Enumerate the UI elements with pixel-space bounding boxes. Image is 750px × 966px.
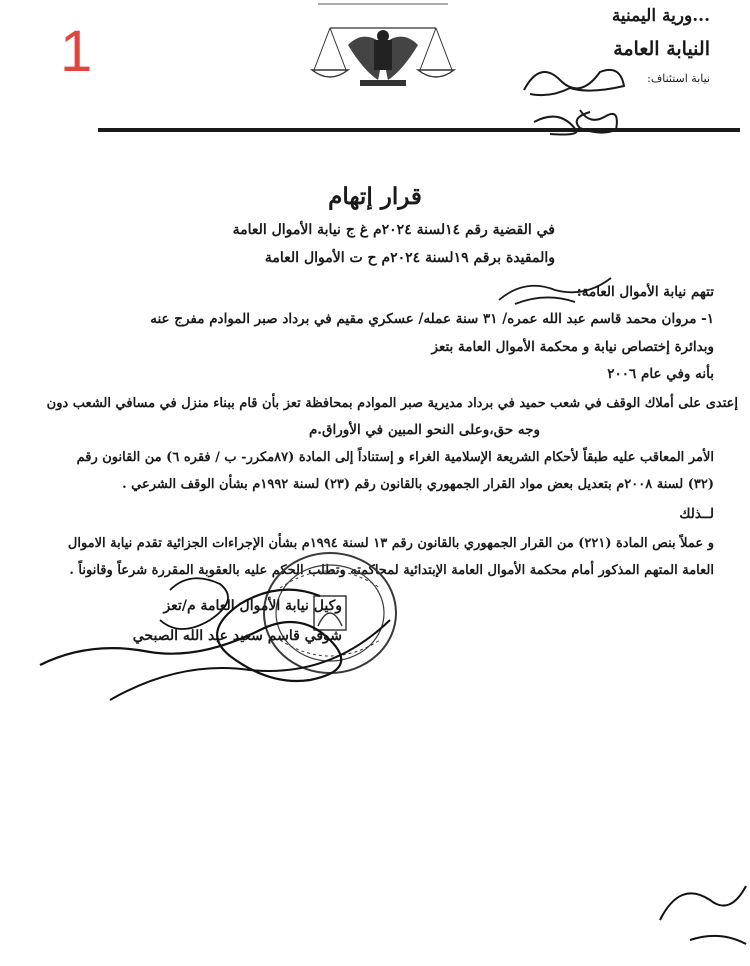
header-republic: ...ورية اليمنية	[611, 6, 710, 26]
signatory-title: وكيل نيابة الأموال العامة م/تعز	[163, 598, 342, 614]
case-reference-1: في القضية رقم ١٤لسنة ٢٠٢٤م غ ج نيابة الأموال العامة	[232, 222, 555, 238]
header-prosecution: النيابة العامة	[613, 38, 710, 60]
law-line-1: الأمر المعاقب عليه طبقاً لأحكام الشريعة الإسلامية الغراء و إستناداً إلى المادة (٨٧مكرر- ب / فقره ٦) من القانون رقم	[76, 450, 714, 465]
header-appeal-prosecution: نيابة استئناف:	[647, 72, 710, 85]
charge-line-1: إعتدى على أملاك الوقف في شعب حميد في برداد مديرية صبر الموادم بمحافظة تعز بأن قام ببناء منزل في مسافي الشعب دون	[46, 396, 738, 411]
year-line: بأنه وفي عام ٢٠٠٦	[607, 366, 714, 382]
request-line-2: العامة المتهم المذكور أمام محكمة الأموال العامة الإبتدائية لمحاكمته وتطلب الحكم عليه بالعقوبة المقررة شرعاً وقانوناً .	[69, 563, 714, 578]
page-number: 1	[60, 19, 93, 84]
handwritten-annotation-bottom	[650, 860, 750, 950]
charge-line-2: وجه حق،وعلى النحو المبين في الأوراق.م	[308, 422, 540, 438]
signatory-name: شوقي قاسم سعيد عبد الله الصبحي	[132, 628, 342, 644]
document-title: قرار إتهام	[328, 183, 422, 210]
handwritten-annotation-top	[520, 50, 640, 140]
law-line-2: (٣٢) لسنة ٢٠٠٨م بتعديل بعض مواد القرار الجمهوري بالقانون رقم (٢٣) لسنة ١٩٩٢م بشأن الوقف الشرعي .	[122, 477, 714, 492]
request-line-1: و عملاً بنص المادة (٢٢١) من القرار الجمهوري بالقانون رقم ١٣ لسنة ١٩٩٤م بشأن الإجراءات الجزائية تقدم نيابة الاموال	[67, 536, 714, 551]
national-emblem-icon	[308, 0, 458, 100]
header-divider	[98, 128, 740, 132]
accusation-intro: تتهم نيابة الأموال العامة:	[576, 284, 714, 300]
accused-line: ١- مروان محمد قاسم عبد الله عمره/ ٣١ سنة عمله/ عسكري مقيم في برداد صبر الموادم مفرج عنه	[150, 311, 714, 327]
therefore-heading: لــذلك	[679, 506, 714, 522]
jurisdiction-line: وبدائرة إختصاص نيابة و محكمة الأموال العامة بتعز	[431, 339, 714, 355]
case-reference-2: والمقيدة برقم ١٩لسنة ٢٠٢٤م ح ت الأموال العامة	[264, 250, 555, 266]
